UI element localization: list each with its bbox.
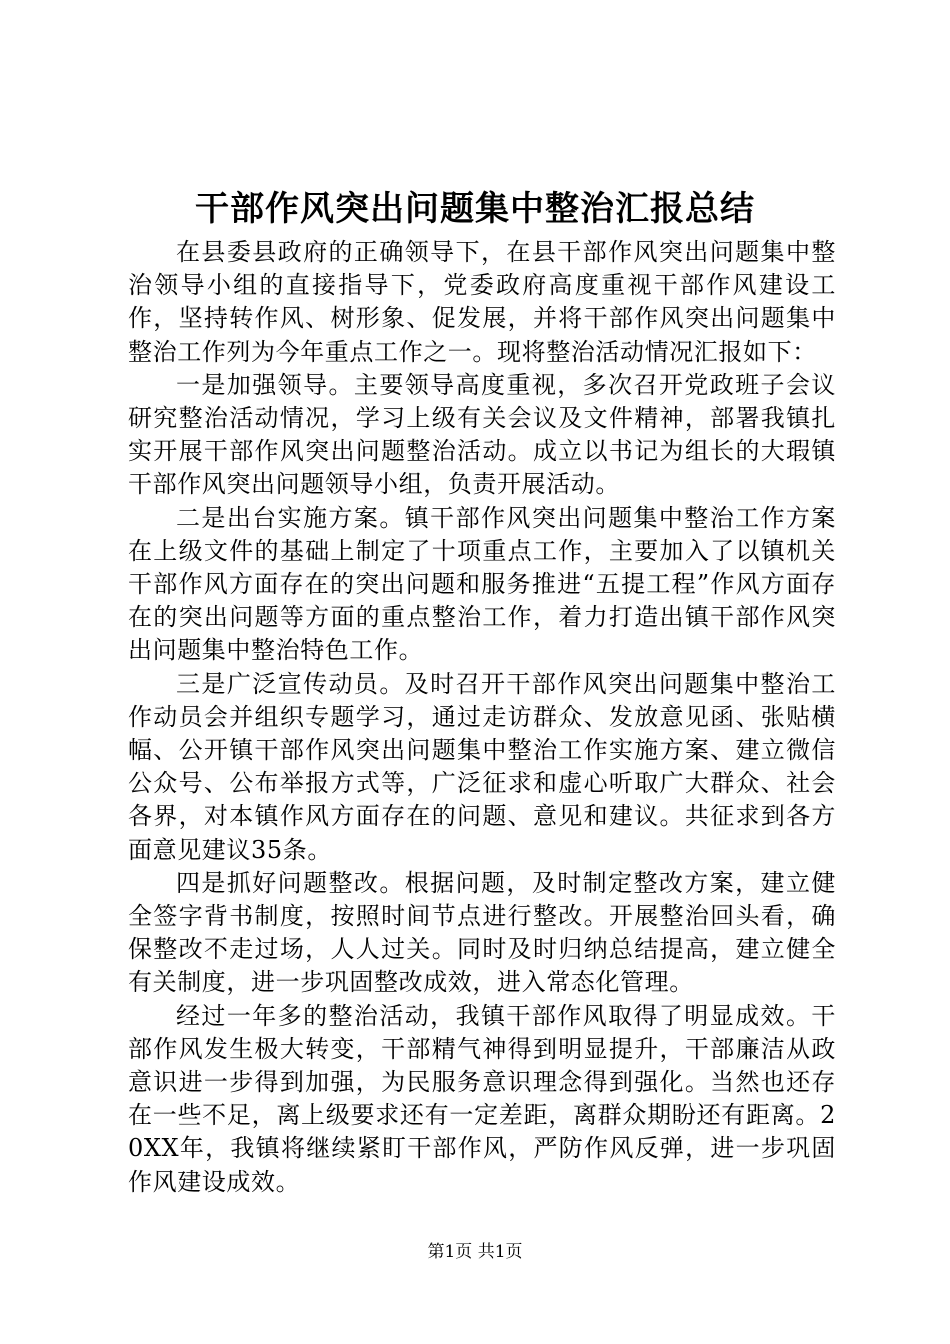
- document-body: [128, 236, 836, 1199]
- paragraph-conclusion: 经过一年多的整治活动，我镇干部作风取得了明显成效。干部作风发生极大转变，干部精气神得到明显提升，干部廉洁从政意识进一步得到加强，为民服务意识理念得到强化。当然也还存在一些不足，离上级要求还有一定差距，离群众期盼还有距离。20XX年，我镇将继续紧盯干部作风，严防作风反弹，进一步巩固作风建设成效。: [128, 1001, 836, 1196]
- paragraph-plan: 二是出台实施方案。镇干部作风突出问题集中整治工作方案在上级文件的基础上制定了十项重点工作，主要加入了以镇机关干部作风方面存在的突出问题和服务推进“五提工程”作风方面存在的突出问题等方面的重点整治工作，着力打造出镇干部作风突出问题集中整治特色工作。: [128, 503, 836, 665]
- paragraph-rectification: 四是抓好问题整改。根据问题，及时制定整改方案，建立健全签字背书制度，按照时间节点进行整改。开展整治回头看，确保整改不走过场，人人过关。同时及时归纳总结提高，建立健全有关制度，进一步巩固整改成效，进入常态化管理。: [128, 868, 836, 997]
- paragraph-intro: 在县委县政府的正确领导下，在县干部作风突出问题集中整治领导小组的直接指导下，党委政府高度重视干部作风建设工作，坚持转作风、树形象、促发展，并将干部作风突出问题集中整治工作列为今年重点工作之一。现将整治活动情况汇报如下：: [128, 238, 836, 366]
- page-number: 第1页 共1页: [427, 1242, 523, 1262]
- paragraph-publicity: 三是广泛宣传动员。及时召开干部作风突出问题集中整治工作动员会并组织专题学习，通过走访群众、发放意见函、张贴横幅、公开镇干部作风突出问题集中整治工作实施方案、建立微信公众号、公布举报方式等，广泛征求和虚心听取广大群众、社会各界，对本镇作风方面存在的问题、意见和建议。共征求到各方面意见建议35条。: [128, 669, 836, 864]
- paragraph-leadership: 一是加强领导。主要领导高度重视，多次召开党政班子会议研究整治活动情况，学习上级有关会议及文件精神，部署我镇扎实开展干部作风突出问题整治活动。成立以书记为组长的大瑕镇干部作风突出问题领导小组，负责开展活动。: [128, 370, 836, 499]
- document-title: 干部作风突出问题集中整治汇报总结: [195, 189, 755, 229]
